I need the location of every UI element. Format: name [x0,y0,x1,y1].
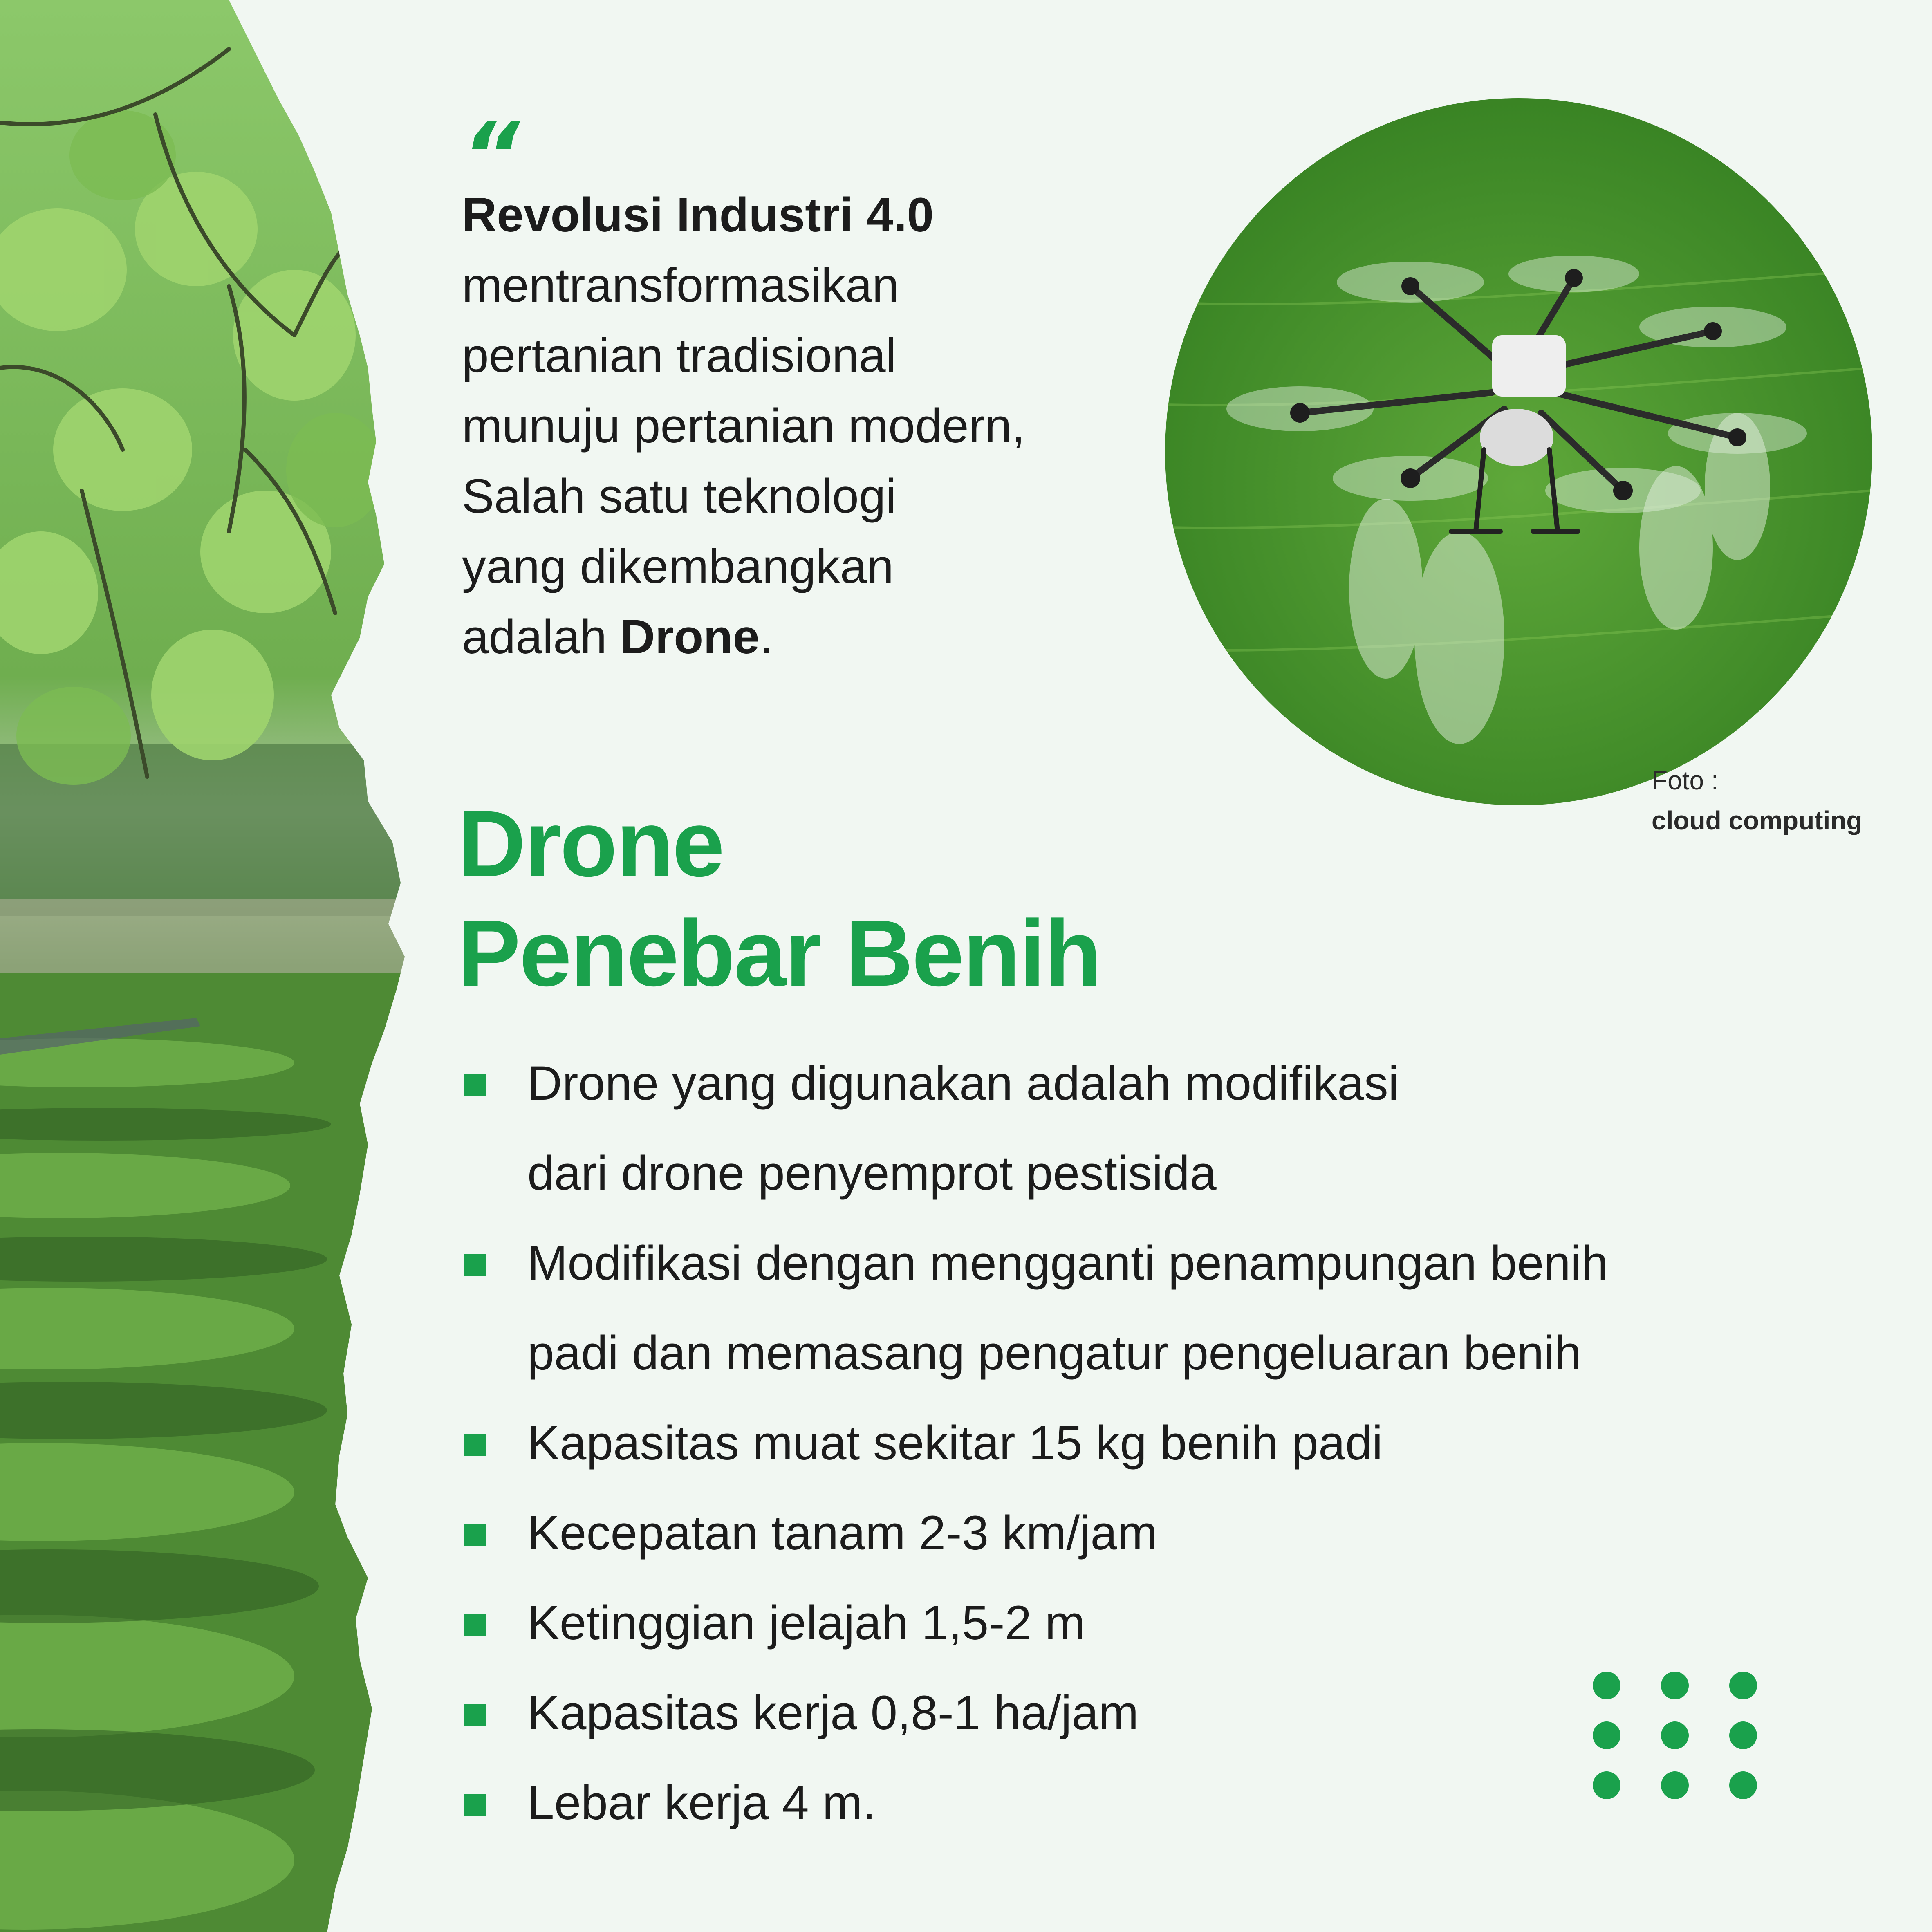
photo-credit-label: Foto : [1652,766,1719,795]
title-line-2: Penebar Benih [458,901,1100,1006]
intro-line: munuju pertanian modern, [462,399,1025,453]
list-item [462,1488,1811,1578]
intro-line: pertanian tradisional [462,329,897,383]
list-item-text: Lebar kerja 4 m. [527,1776,876,1830]
intro-bold-lead: Revolusi Industri 4.0 [462,188,934,242]
list-item-text: Drone yang digunakan adalah modifikasi [527,1056,1399,1110]
list-item [462,1218,1811,1398]
list-item-text: Modifikasi dengan mengganti penampungan benih [527,1236,1608,1290]
intro-last-prefix: adalah [462,610,621,664]
drone-photo [1165,98,1872,805]
square-bullet-icon [464,1074,486,1096]
quote-mark-icon: “ [462,103,512,208]
photo-credit-source: cloud computing [1652,806,1863,835]
page-title [458,789,1100,1008]
intro-drone-bold: Drone [620,610,760,664]
list-item-text: dari drone penyemprot pestisida [527,1146,1217,1200]
intro-last-suffix: . [760,610,773,664]
square-bullet-icon [464,1434,486,1456]
list-item [462,1038,1811,1218]
list-item-text: Kecepatan tanam 2-3 km/jam [527,1506,1158,1560]
intro-line: Salah satu teknologi [462,469,897,523]
list-item [462,1398,1811,1488]
list-item-text: padi dan memasang pengatur pengeluaran benih [527,1326,1582,1380]
square-bullet-icon [464,1704,486,1726]
intro-line: mentransformasikan [462,258,899,312]
list-item-text: Ketinggian jelajah 1,5-2 m [527,1596,1085,1650]
list-item [462,1578,1811,1668]
square-bullet-icon [464,1254,486,1276]
intro-line: yang dikembangkan [462,540,894,594]
list-item-text: Kapasitas kerja 0,8-1 ha/jam [527,1686,1139,1740]
intro-paragraph [462,180,1157,672]
intro-last-line [462,602,1157,672]
list-item-text: Kapasitas muat sekitar 15 kg benih padi [527,1416,1383,1470]
square-bullet-icon [464,1794,486,1816]
title-line-1: Drone [458,791,724,896]
background-field-photo [0,0,413,1932]
square-bullet-icon [464,1614,486,1636]
square-bullet-icon [464,1524,486,1546]
photo-credit [1652,760,1863,840]
dot-grid-decoration-icon [1591,1670,1763,1801]
